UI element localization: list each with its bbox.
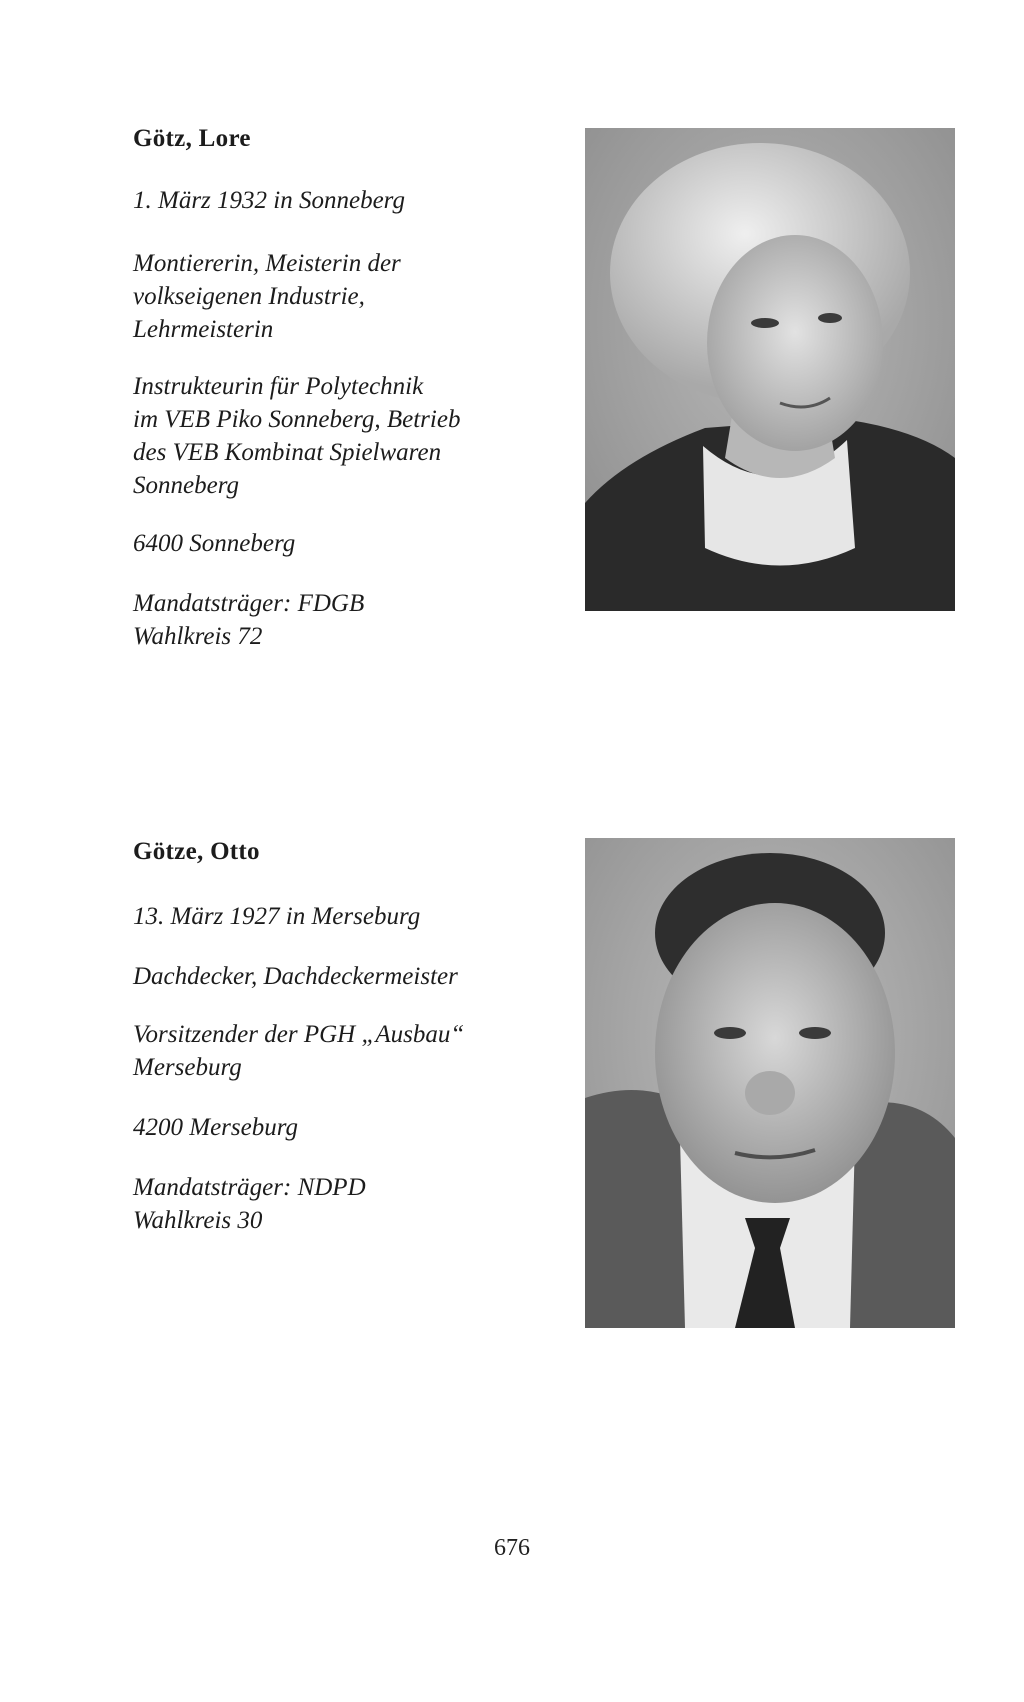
portrait-image xyxy=(585,838,955,1328)
address: 4200 Merseburg xyxy=(133,1114,299,1141)
profession-line: Montiererin, Meisterin der xyxy=(133,250,401,277)
portrait-photo xyxy=(585,838,955,1328)
person-name: Götz, Lore xyxy=(133,125,251,152)
position-line: des VEB Kombinat Spielwaren xyxy=(133,439,442,466)
portrait-image xyxy=(585,128,955,611)
mandate-line: Mandatsträger: NDPD xyxy=(133,1174,366,1201)
mandate-line: Wahlkreis 30 xyxy=(133,1207,263,1234)
birth-info: 1. März 1932 in Sonneberg xyxy=(133,187,405,214)
position-line: Sonneberg xyxy=(133,472,239,499)
person-name: Götze, Otto xyxy=(133,838,260,865)
page-number: 676 xyxy=(494,1535,530,1561)
portrait-photo xyxy=(585,128,955,611)
profession-line: Lehrmeisterin xyxy=(133,316,274,343)
address: 6400 Sonneberg xyxy=(133,530,296,557)
biography-entry xyxy=(0,700,1024,1400)
profession-line: Dachdecker, Dachdeckermeister xyxy=(133,963,458,990)
birth-info: 13. März 1927 in Merseburg xyxy=(133,903,421,930)
profession-line: volkseigenen Industrie, xyxy=(133,283,365,310)
position-line: Instrukteurin für Polytechnik xyxy=(133,373,424,400)
biography-entry xyxy=(0,0,1024,700)
position-line: Merseburg xyxy=(133,1054,242,1081)
position-line: im VEB Piko Sonneberg, Betrieb xyxy=(133,406,461,433)
mandate-line: Mandatsträger: FDGB xyxy=(133,590,365,617)
mandate-line: Wahlkreis 72 xyxy=(133,623,263,650)
position-line: Vorsitzender der PGH „Ausbau“ xyxy=(133,1021,465,1048)
